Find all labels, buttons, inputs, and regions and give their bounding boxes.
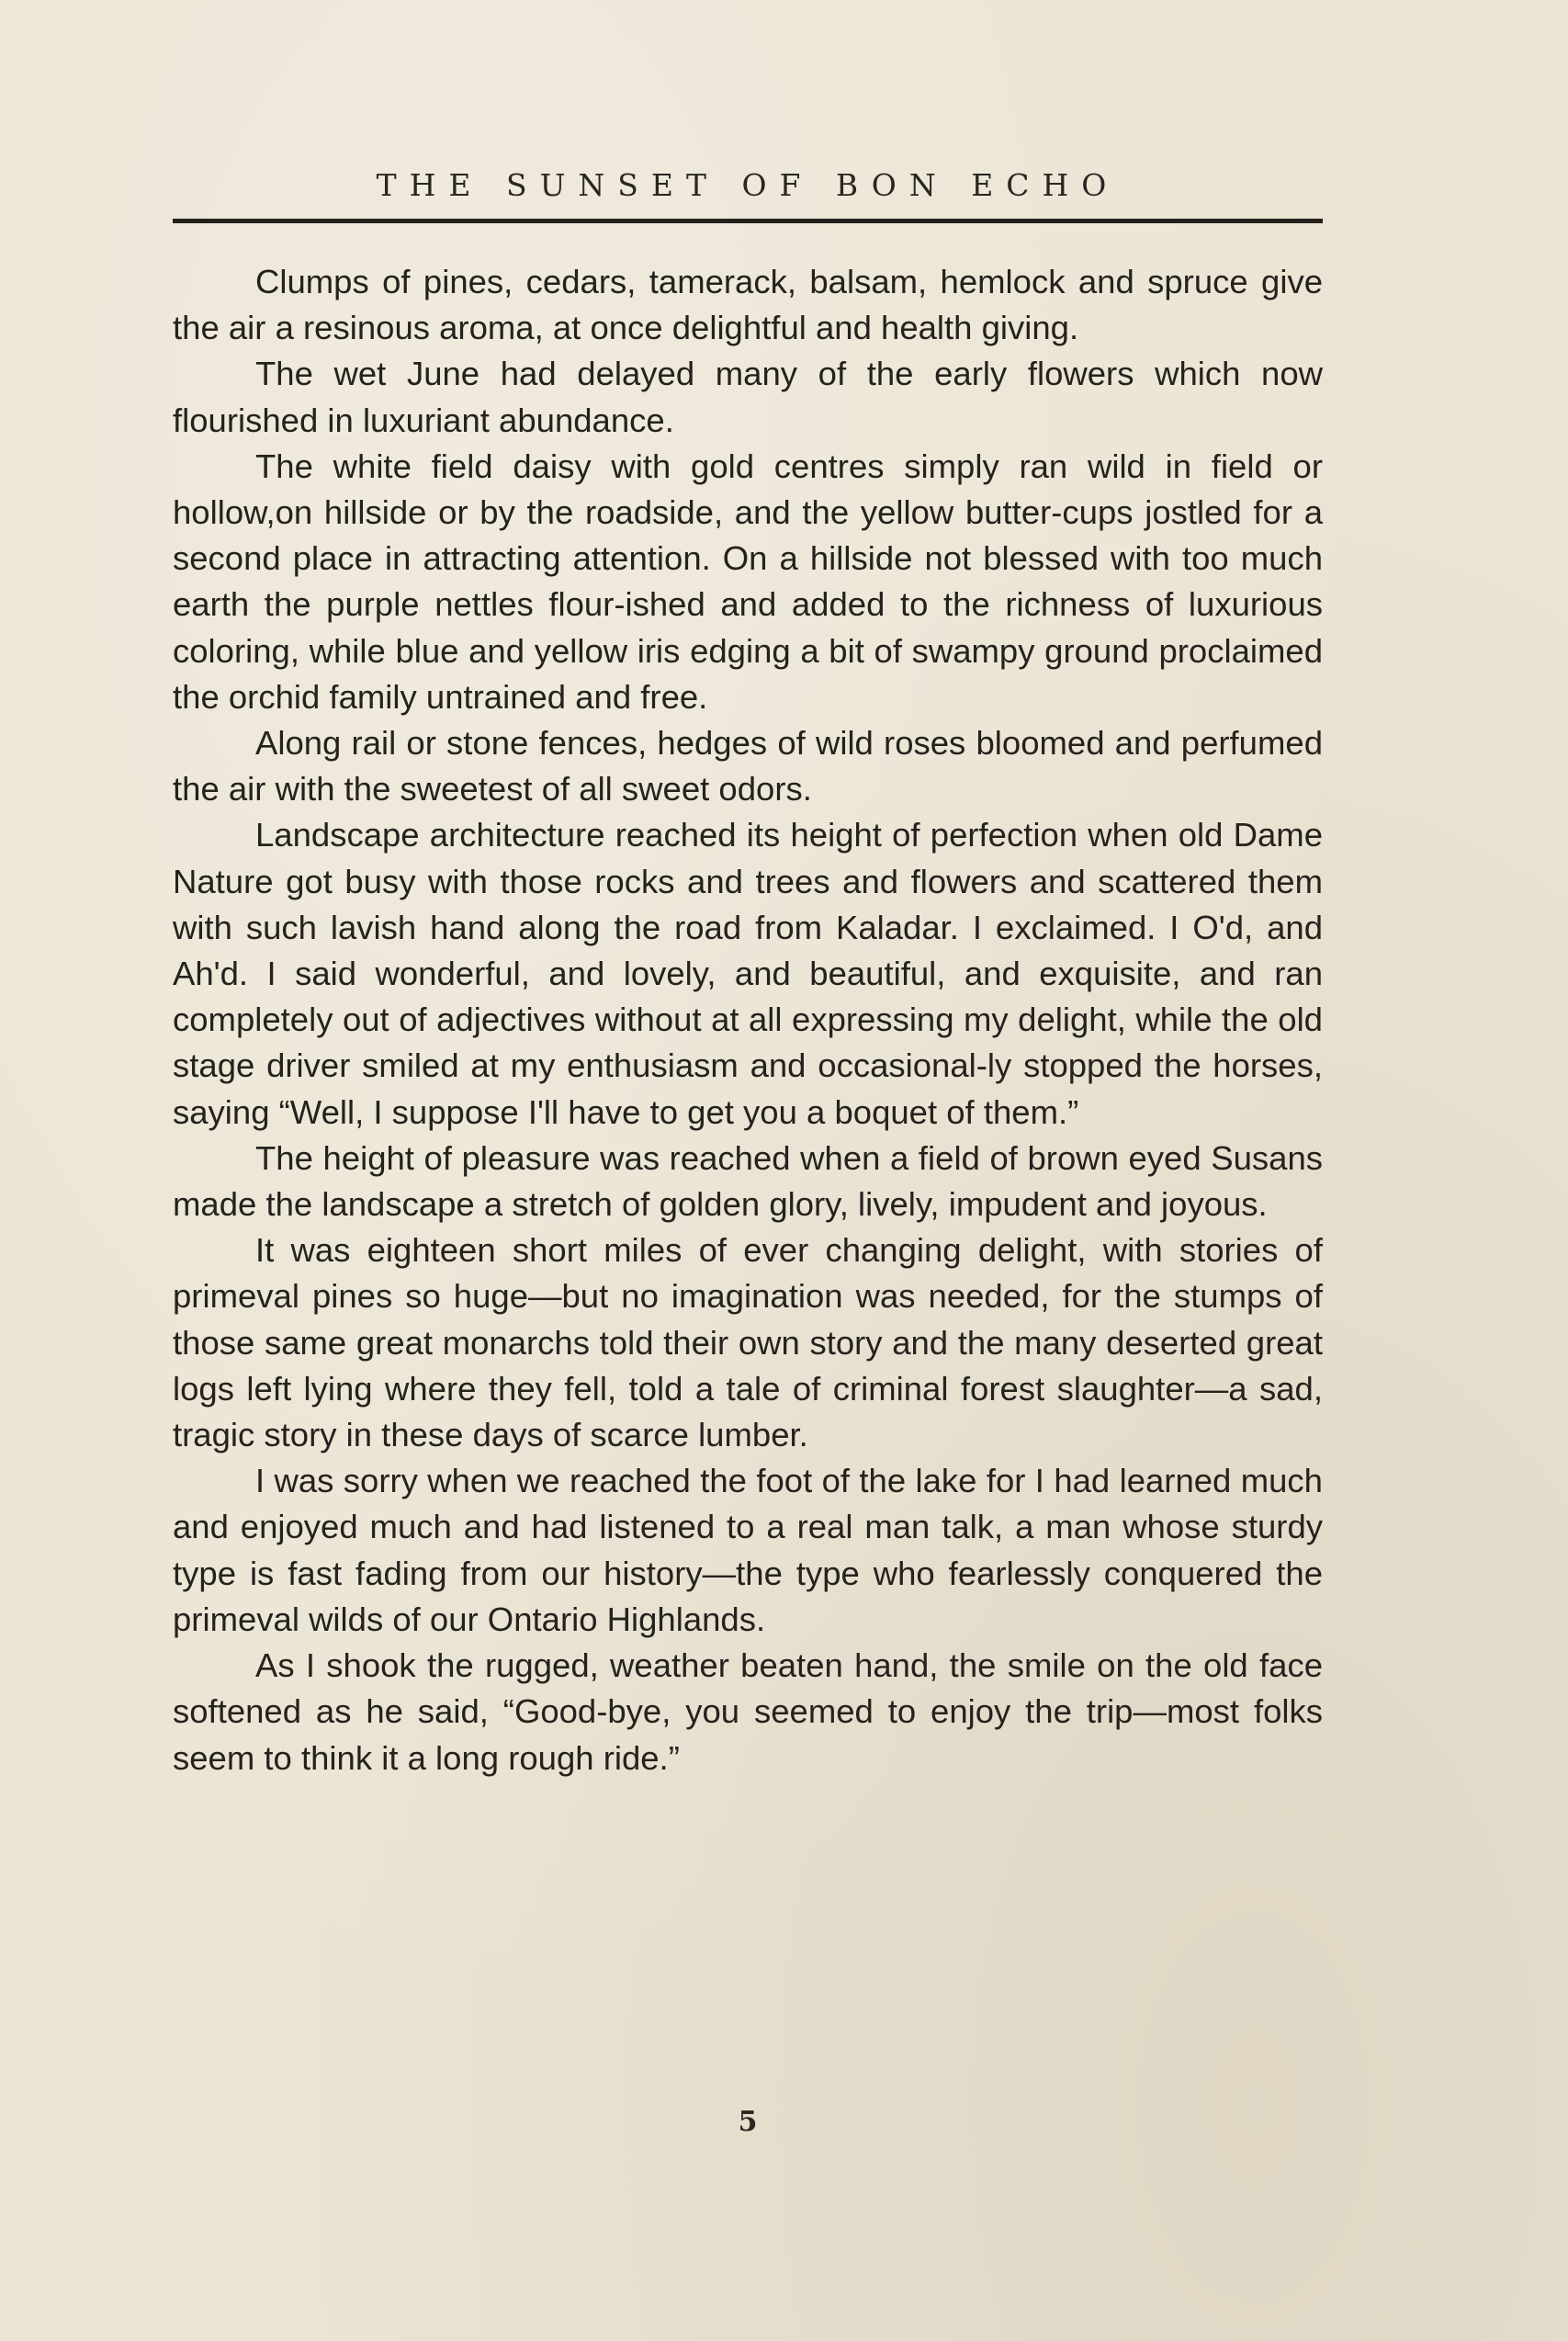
- paragraph: The white field daisy with gold centres simply ran wild in field or hollow,on hillside or by the roadside, and the yellow butter-cups jostled for a second place in attracting attention. On a hillside not blessed with too much earth the purple nettles flour-ished and added to the richness of luxurious coloring, while blue and yellow iris edging a bit of swampy ground proclaimed the orchid family untrained and free.: [173, 447, 1323, 716]
- running-head: THE SUNSET OF BON ECHO: [376, 167, 1120, 203]
- paragraph: Landscape architecture reached its height of perfection when old Dame Nature got busy with those rocks and trees and flowers and scattered them with such lavish hand along the road from Kaladar. I exclaimed. I O'd, and Ah'd. I said wonderful, and lovely, and beautiful, and exquisite, and ran completely out of adjectives without at all expressing my delight, while the old stage driver smiled at my enthusiasm and occasional-ly stopped the horses, saying “Well, I suppose I'll have to get you a boquet of them.”: [173, 816, 1323, 1131]
- paragraph: It was eighteen short miles of ever changing delight, with stories of primeval pines so huge—but no imagination was needed, for the stumps of those same great monarchs told their own story and the many deserted great logs left lying where they fell, told a tale of criminal forest slaughter—a sad, tragic story in these days of scarce lumber.: [173, 1231, 1323, 1454]
- paragraph: Clumps of pines, cedars, tamerack, balsam, hemlock and spruce give the air a resinous aroma, at once delightful and health giving.: [173, 263, 1323, 347]
- paragraph: The wet June had delayed many of the early flowers which now flourished in luxuriant abundance.: [173, 355, 1323, 439]
- body-text: [173, 259, 1323, 1781]
- page-number: 5: [738, 2106, 758, 2138]
- paragraph: As I shook the rugged, weather beaten hand, the smile on the old face softened as he said, “Good-bye, you seemed to enjoy the trip—most folks seem to think it a long rough ride.”: [173, 1646, 1323, 1777]
- paragraph: I was sorry when we reached the foot of the lake for I had learned much and enjoyed much and had listened to a real man talk, a man whose sturdy type is fast fading from our history—the type who fearlessly conquered the primeval wilds of our Ontario Highlands.: [173, 1462, 1323, 1638]
- header-rule: [173, 219, 1323, 223]
- paragraph: Along rail or stone fences, hedges of wild roses bloomed and perfumed the air with the sweetest of all sweet odors.: [173, 724, 1323, 809]
- paragraph: The height of pleasure was reached when a field of brown eyed Susans made the landscape a stretch of golden glory, lively, impudent and joyous.: [173, 1138, 1323, 1224]
